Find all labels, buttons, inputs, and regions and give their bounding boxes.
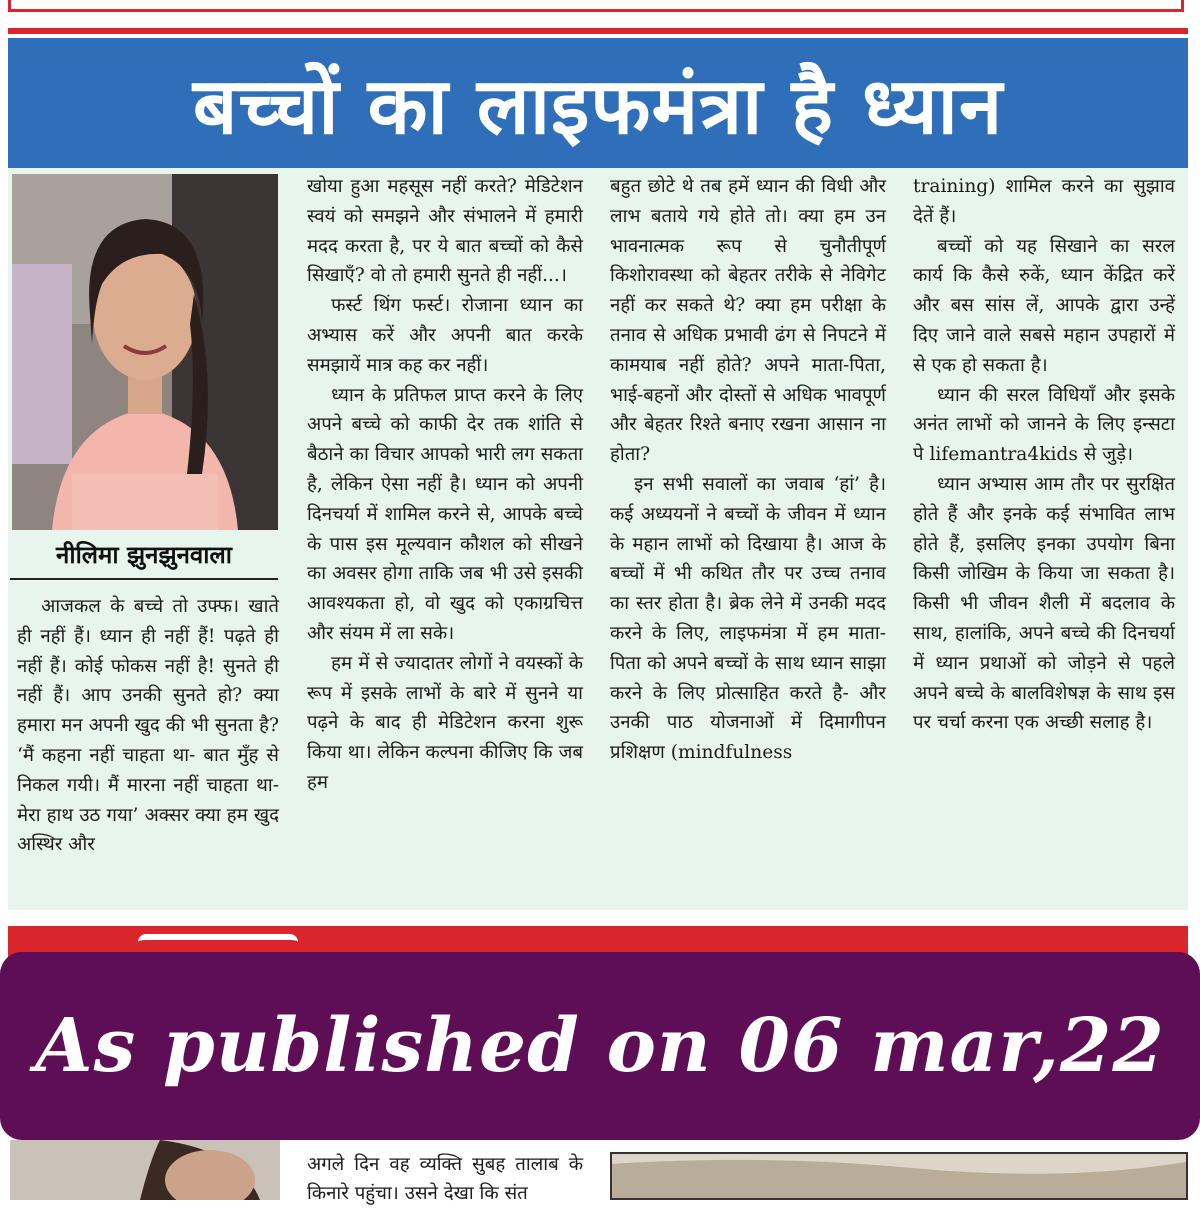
paragraph: ध्यान अभ्यास आम तौर पर सुरक्षित होते हैं और इनके कई संभावित लाभ होते हैं, इसलिए इनका उपयोग बिना किसी जोखिम के किया जा सकता है। किसी भी जीवन शैली में बदलाव के साथ, हालांकि, अपने बच्चे की दिनचर्या में ध्यान प्रथाओं को जोड़ने से पहले अपने बच्चे के बालविशेषज्ञ के साथ इस पर चर्चा करना एक अच्छी सलाह है। [913,473,1175,734]
paragraph: बच्चों को यह सिखाने का सरल कार्य कि कैसे रुकें, ध्यान केंद्रित करें और बस सांस लें, आपके द्वारा उन्हें दिए जाने वाले सबसे महान उपहारों में से एक हो सकता है। [913,235,1175,376]
paragraph: ध्यान की सरल विधियाँ और इसके अनंत लाभों को जानने के लिए इन्सटा पे lifemantra4kids से जुड़े। [913,384,1175,466]
next-story-photo [10,1140,280,1200]
byline-rule [10,578,278,580]
paragraph: हम में से ज्यादातर लोगों ने वयस्कों के रूप में इसके लाभों के बारे में सुनने या पढ़ने के बाद ही मेडिटेशन करना शुरू किया था। लेकिन कल्पना कीजिए कि जब हम [307,652,583,793]
article-column-4 [913,172,1175,738]
article-column-2 [307,172,583,798]
next-story-image-illustration [612,1154,1186,1198]
paragraph: फर्स्ट थिंग फर्स्ट। रोजाना ध्यान का अभ्यास करें और अपनी बात करके समझायें मात्र कह कर नहीं। [307,295,583,376]
top-frame-box [8,0,1184,12]
author-photo [12,174,278,530]
paragraph: इन सभी सवालों का जवाब ‘हां’ है। कई अध्ययनों ने बच्चों के जीवन में ध्यान के महान लाभों को दिखाया है। आज के बच्चों में भी कथित तौर पर उच्च तनाव का स्तर होता है। ब्रेक लेने में उनकी मदद करने के लिए, लाइफमंत्रा में हम माता-पिता को अपने बच्चों के साथ ध्यान साझा करने के लिए प्रोत्साहित करते है- और उनकी पाठ योजनाओं में दिमागीपन प्रशिक्षण (mindfulness [610,473,886,764]
next-story-column [307,1150,583,1208]
byline: नीलिमा झुनझुनवाला [56,541,232,569]
paragraph: training) शामिल करने का सुझाव देतें हैं। [913,176,1175,227]
paragraph: बहुत छोटे थे तब हमें ध्यान की विधी और लाभ बताये गये होते तो। क्या हम उन भावनात्मक रूप से चुनौतीपूर्ण किशोरावस्था को बेहतर तरीके से नेविगेट नहीं कर सकते थे? क्या हम परीक्षा के तनाव से अधिक प्रभावी ढंग से निपटने में कामयाब नहीं होते? अपने माता-पिता, भाई-बहनों और दोस्तों से अधिक भावपूर्ण और बेहतर रिश्ते बनाए रखना आसान ना होता? [610,176,886,466]
author-photo-illustration [12,174,278,530]
headline-banner [8,38,1188,168]
paragraph: ध्यान के प्रतिफल प्राप्त करने के लिए अपने बच्चे को काफी देर तक शांति से बैठाने का विचार आपको भारी लग सकता है, लेकिन ऐसा नहीं है। ध्यान को अपनी दिनचर्या में शामिल करने से, आपके बच्चे के पास इस मूल्यवान कौशल को सीखने का अवसर होगा ताकि जब भी उसे इसकी आवश्यकता हो, वो खुद को एकाग्रचित्त और संयम में ला सके। [307,384,583,644]
paragraph: खोया हुआ महसूस नहीं करते? मेडिटेशन स्वयं को समझने और संभालने में हमारी मदद करता है, पर ये बात बच्चों को कैसे सिखाएँ? वो तो हमारी सुनते ही नहीं...। [307,176,583,287]
paragraph: अगले दिन वह व्यक्ति सुबह तालाब के किनारे पहुंचा। उसने देखा कि संत [307,1154,583,1204]
headline: बच्चों का लाइफमंत्रा है ध्यान [192,62,1004,152]
article-column-1 [17,592,279,860]
overlay-text: As published on 06 mar,22 [35,1003,1165,1089]
paragraph: आजकल के बच्चे तो उफ्फ। खाते ही नहीं हैं। ध्यान ही नहीं हैं! पढ़ते ही नहीं हैं। कोई फोकस नहीं है! सुनते ही नहीं हैं। आप उनकी सुनते हो? क्या हमारा मन अपनी खुद की भी सुनता है? ‘मैं कहना नहीं चाहता था- बात मुँह से निकल गयी। मैं मारना नहीं चाहता था- मेरा हाथ उठ गया’ अक्सर क्या हम खुद अस्थिर और [17,596,279,856]
next-story-photo-illustration [10,1140,280,1200]
top-red-rule [8,28,1188,34]
article-column-3 [610,172,886,768]
publication-date-overlay [0,952,1200,1140]
next-story-image [610,1152,1188,1200]
